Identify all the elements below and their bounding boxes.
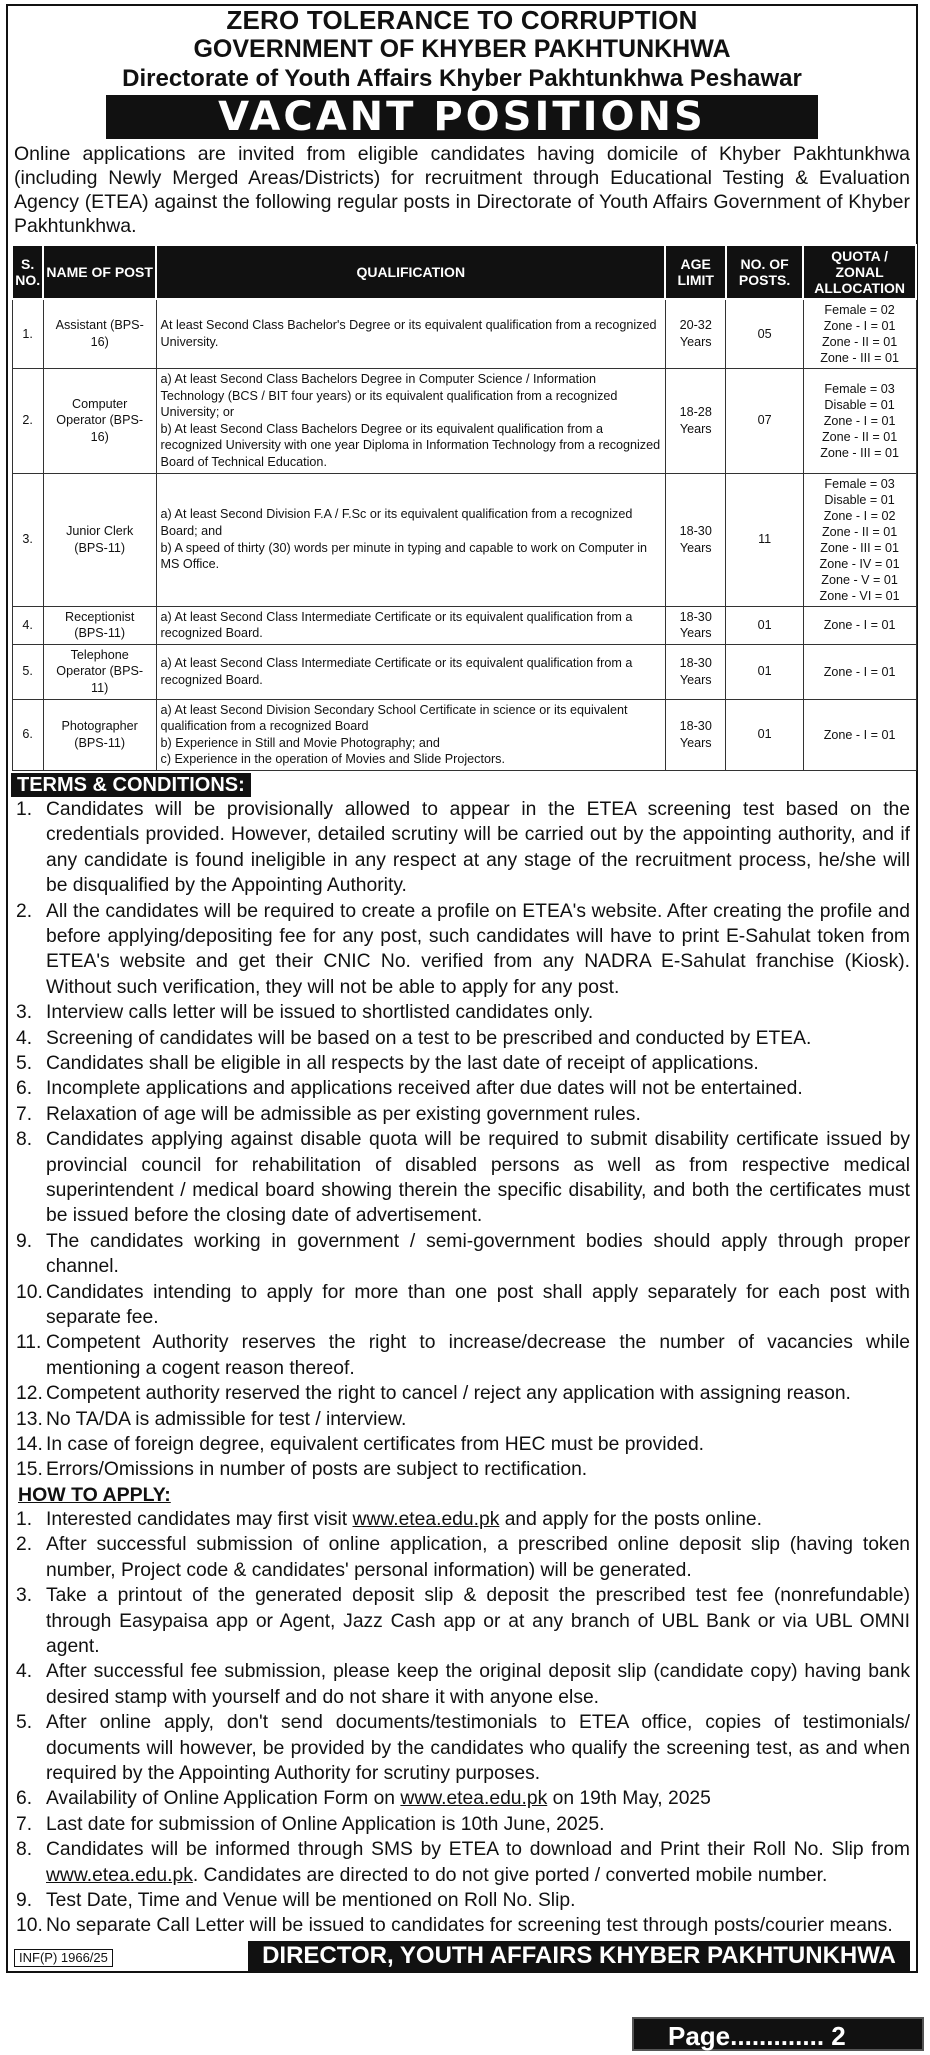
quota-line: Zone - III = 01 (820, 540, 899, 555)
term-text: Screening of candidates will be based on a test to be prescribed and conducted by ETEA. (46, 1027, 812, 1049)
cell-qualification (156, 699, 665, 770)
how-text: Test Date, Time and Venue will be mentioned on Roll No. Slip. (46, 1889, 576, 1911)
quota-line: Zone - I = 01 (823, 413, 896, 428)
qualification-line: a) At least Second Division F.A / F.Sc or its equivalent qualification from a recognized Board; and (160, 507, 633, 538)
how-item (16, 1710, 910, 1786)
cell-age: 18-30 Years (665, 473, 726, 606)
qualification-line: b) A speed of thirty (30) words per minute in typing and capable to work on Computer in MS Office. (160, 540, 648, 572)
how-text: No separate Call Letter will be issued to candidates for screening test through posts/courier means. (46, 1915, 893, 1937)
header-qualification: QUALIFICATION (156, 245, 665, 299)
term-number: 7. (16, 1103, 33, 1125)
cell-posts: 01 (726, 644, 803, 699)
term-item (16, 1229, 910, 1280)
how-number: 9. (16, 1889, 33, 1911)
quota-line: Zone - III = 01 (820, 351, 899, 365)
cell-qualification (156, 606, 665, 644)
how-item (16, 1532, 910, 1583)
term-number: 10. (16, 1281, 43, 1303)
qualification-line: At least Second Class Bachelor's Degree or its equivalent qualification from a recognized University. (160, 318, 657, 349)
cell-age: 18-30 Years (665, 644, 726, 699)
header-posts: NO. OF POSTS. (726, 245, 803, 299)
header-age: AGE LIMIT (665, 245, 726, 299)
term-number: 8. (16, 1129, 33, 1151)
cell-post: Computer Operator (BPS-16) (43, 369, 156, 474)
quota-line: Female = 02 (824, 303, 895, 317)
term-text: Errors/Omissions in number of posts are subject to rectification. (46, 1459, 588, 1481)
term-number: 1. (16, 798, 33, 820)
how-number: 4. (16, 1661, 33, 1683)
header-post: NAME OF POST (43, 245, 156, 299)
term-number: 15. (16, 1459, 43, 1481)
how-text: After online apply, don't send documents/testimonials to ETEA office, copies of testimonials/ documents will however, be provided by the candidates who qualify the screening test, as and when required by the Appointing Authority for scrutiny purposes. (46, 1712, 910, 1784)
cell-quota (803, 473, 916, 606)
quota-line: Zone - IV = 01 (819, 556, 900, 571)
how-text: Availability of Online Application Form on (46, 1788, 401, 1810)
posts-table (11, 244, 917, 771)
term-text: Competent Authority reserves the right to increase/decrease the number of vacancies while mentioning a cogent reason thereof. (46, 1332, 910, 1379)
term-item (16, 1457, 910, 1482)
qualification-line: b) At least Second Class Bachelors Degree or its equivalent qualification from a recognized University with one year Diploma in Information Technology from a recognized Board of Technical Education. (160, 421, 661, 469)
terms-list (8, 797, 916, 1483)
cell-quota (803, 644, 916, 699)
how-text: Last date for submission of Online Application is 10th June, 2025. (46, 1813, 605, 1835)
term-number: 2. (16, 900, 33, 922)
header-line-1: ZERO TOLERANCE TO CORRUPTION (226, 5, 698, 35)
how-number: 5. (16, 1712, 33, 1734)
cell-quota (803, 299, 916, 369)
cell-qualification (156, 369, 665, 474)
quota-line: Zone - III = 01 (820, 445, 899, 460)
how-item (16, 1659, 910, 1710)
quota-line: Zone - I = 01 (823, 727, 896, 742)
how-number: 10. (16, 1915, 43, 1937)
term-item (16, 1330, 910, 1381)
table-row (12, 369, 916, 474)
term-item (16, 1127, 910, 1229)
term-number: 5. (16, 1052, 33, 1074)
quota-line: Zone - I = 02 (823, 508, 896, 523)
term-text: In case of foreign degree, equivalent certificates from HEC must be provided. (46, 1434, 705, 1456)
how-text-tail: on 19th May, 2025 (547, 1788, 711, 1810)
terms-title: TERMS & CONDITIONS: (11, 773, 251, 797)
how-to-apply-list (8, 1507, 916, 1939)
page-number: Page............. 2 (632, 2017, 924, 2051)
term-text: Candidates will be provisionally allowed to appear in the ETEA screening test based on the credentials provided. However, detailed scrutiny will be carried out by the appointing authority, and if any candidate is found ineligible in any respect at any stage of the recruitment process, he/she will be disqualified by the Appointing Authority. (46, 798, 910, 897)
how-number: 8. (16, 1839, 33, 1861)
how-item (16, 1888, 910, 1913)
term-text: Interview calls letter will be issued to shortlisted candidates only. (46, 1002, 594, 1024)
quota-line: Zone - V = 01 (821, 572, 898, 587)
term-text: Incomplete applications and applications received after due dates will not be entertained. (46, 1078, 803, 1100)
cell-posts: 01 (726, 606, 803, 644)
term-item (16, 1076, 910, 1101)
cell-quota (803, 369, 916, 474)
cell-age: 20-32 Years (665, 299, 726, 369)
quota-line: Female = 03 (824, 381, 895, 396)
term-item (16, 1381, 910, 1406)
cell-qualification (156, 473, 665, 606)
cell-sno: 3. (12, 473, 43, 606)
term-number: 12. (16, 1383, 43, 1405)
term-text: The candidates working in government / semi-government bodies should apply through proper channel. (46, 1230, 910, 1278)
term-item (16, 899, 910, 1001)
cell-age: 18-30 Years (665, 606, 726, 644)
etea-website-link[interactable]: www.etea.edu.pk (46, 1864, 193, 1886)
quota-line: Zone - II = 01 (821, 524, 898, 539)
qualification-line: a) At least Second Division Secondary School Certificate in science or its equivalent qualification from a recognized Board (160, 702, 628, 734)
cell-posts: 07 (726, 369, 803, 474)
cell-sno: 1. (12, 299, 43, 369)
quota-line: Zone - I = 01 (823, 664, 896, 679)
quota-line: Female = 03 (824, 476, 895, 491)
advertisement (6, 4, 918, 1973)
etea-website-link[interactable]: www.etea.edu.pk (352, 1508, 500, 1530)
cell-qualification (156, 299, 665, 369)
term-text: Candidates intending to apply for more than one post shall apply separately for each post with separate fee. (46, 1281, 910, 1329)
qualification-line: a) At least Second Class Intermediate Certificate or its equivalent qualification from a recognized Board. (160, 609, 633, 641)
term-text: Candidates shall be eligible in all respects by the last date of receipt of applications. (46, 1052, 759, 1074)
cell-sno: 4. (12, 606, 43, 644)
term-number: 4. (16, 1027, 33, 1049)
header-sno: S. NO. (12, 245, 43, 299)
cell-quota (803, 699, 916, 770)
how-number: 1. (16, 1508, 33, 1530)
term-item (16, 1051, 910, 1076)
cell-posts: 05 (726, 299, 803, 369)
cell-sno: 6. (12, 699, 43, 770)
term-number: 14. (16, 1434, 43, 1456)
quota-line: Disable = 01 (824, 492, 895, 507)
intro-paragraph: Online applications are invited from eligible candidates having domicile of Khyber Pakhtunkhwa (including Newly Merged Areas/Districts) for recruitment through Educational Testing & Evaluation Agency (ETEA) against the following regular posts in Directorate of Youth Affairs Government of Khyber Pakhtunkhwa. (14, 143, 910, 237)
table-row (12, 644, 916, 699)
cell-posts: 11 (726, 473, 803, 606)
how-item (16, 1507, 910, 1532)
table-row (12, 473, 916, 606)
cell-qualification (156, 644, 665, 699)
term-item (16, 797, 910, 899)
cell-post: Junior Clerk (BPS-11) (43, 473, 156, 606)
term-item (16, 1432, 910, 1457)
header-line-2: GOVERNMENT OF KHYBER PAKHTUNKHWA (193, 35, 731, 63)
how-number: 6. (16, 1788, 33, 1810)
cell-post: Assistant (BPS-16) (43, 299, 156, 369)
how-number: 7. (16, 1813, 33, 1835)
cell-post: Telephone Operator (BPS-11) (43, 644, 156, 699)
term-item (16, 1000, 910, 1025)
how-number: 3. (16, 1585, 33, 1607)
how-item (16, 1812, 910, 1837)
quota-line: Zone - I = 01 (823, 319, 896, 333)
quota-line: Zone - II = 01 (821, 429, 898, 444)
qualification-line: b) Experience in Still and Movie Photography; and (160, 735, 440, 750)
cell-posts: 01 (726, 699, 803, 770)
term-text: Competent authority reserved the right to cancel / reject any application with assigning reason. (46, 1383, 851, 1405)
term-item (16, 1026, 910, 1051)
cell-age: 18-30 Years (665, 699, 726, 770)
term-number: 9. (16, 1230, 33, 1252)
term-number: 6. (16, 1078, 33, 1100)
ad-header (8, 6, 916, 93)
table-row (12, 699, 916, 770)
how-text-tail: and apply for the posts online. (499, 1508, 762, 1530)
qualification-line: c) Experience in the operation of Movies and Slide Projectors. (160, 752, 505, 767)
header-quota: QUOTA / ZONAL ALLOCATION (803, 245, 916, 299)
qualification-line: a) At least Second Class Intermediate Certificate or its equivalent qualification from a recognized Board. (160, 656, 633, 687)
term-item (16, 1280, 910, 1331)
term-text: All the candidates will be required to create a profile on ETEA's website. After creating the profile and before applying/depositing fee for any post, such candidates will have to print E-Sahulat token from ETEA's website and get their CNIC No. verified from any NADRA E-Sahulat franchise (Kiosk). Without such verification, they will not be able to apply for any post. (46, 900, 910, 998)
term-text: No TA/DA is admissible for test / interview. (46, 1408, 407, 1430)
cell-quota (803, 606, 916, 644)
how-text: Candidates will be informed through SMS by ETEA to download and Print their Roll No. Slip from (46, 1839, 910, 1861)
cell-sno: 5. (12, 644, 43, 699)
quota-line: Zone - VI = 01 (819, 588, 900, 603)
vacant-positions-banner: VACANT POSITIONS (106, 95, 818, 139)
how-text: After successful submission of online application, a prescribed online deposit slip (having token number, Project code & candidates' personal information) will be generated. (46, 1534, 910, 1581)
etea-website-link[interactable]: www.etea.edu.pk (400, 1788, 548, 1810)
how-number: 2. (16, 1534, 33, 1556)
director-signature: DIRECTOR, YOUTH AFFAIRS KHYBER PAKHTUNKHWA (248, 1941, 910, 1971)
table-row (12, 606, 916, 644)
table-row (12, 299, 916, 369)
cell-age: 18-28 Years (665, 369, 726, 474)
how-text-tail: . Candidates are directed to do not give ported / converted mobile number. (192, 1864, 828, 1886)
quota-line: Zone - I = 01 (823, 618, 896, 633)
how-item (16, 1913, 910, 1938)
cell-sno: 2. (12, 369, 43, 474)
posts-table-body (12, 299, 916, 770)
term-number: 13. (16, 1408, 43, 1430)
how-text: Take a printout of the generated deposit slip & deposit the prescribed test fee (nonrefundable) through Easypaisa app or Agent, Jazz Cash app or at any branch of UBL Bank or via UBL OMNI agent. (46, 1585, 910, 1657)
term-text: Relaxation of age will be admissible as per existing government rules. (46, 1103, 641, 1125)
term-item (16, 1102, 910, 1127)
term-text: Candidates applying against disable quota will be required to submit disability certificate issued by provincial council for rehabilitation of disabled persons as well as from respective medical superintendent / medical board showing therein the specific disability, and both the certificates must be issued before the closing date of advertisement. (46, 1129, 910, 1227)
ad-footer (8, 1941, 916, 1971)
inf-number: INF(P) 1966/25 (14, 1949, 113, 1967)
how-text: Interested candidates may first visit (46, 1508, 353, 1530)
header-line-3: Directorate of Youth Affairs Khyber Pakhtunkhwa Peshawar (122, 65, 802, 92)
term-number: 3. (16, 1002, 33, 1024)
cell-post: Receptionist (BPS-11) (43, 606, 156, 644)
term-number: 11. (16, 1332, 42, 1354)
how-item (16, 1786, 910, 1811)
qualification-line: a) At least Second Class Bachelors Degree in Computer Science / Information Technology (BCS / BIT four years) or its equivalent qualification from a recognized University; or (160, 372, 618, 420)
table-header-row (12, 245, 916, 299)
quota-line: Zone - II = 01 (821, 335, 898, 349)
how-item (16, 1583, 910, 1659)
how-to-apply-title: HOW TO APPLY: (18, 1483, 171, 1506)
how-item (16, 1837, 910, 1888)
how-text: After successful fee submission, please keep the original deposit slip (candidate copy) having bank desired stamp with yourself and do not share it with anyone else. (46, 1661, 910, 1708)
quota-line: Disable = 01 (824, 397, 895, 412)
cell-post: Photographer (BPS-11) (43, 699, 156, 770)
term-item (16, 1407, 910, 1432)
